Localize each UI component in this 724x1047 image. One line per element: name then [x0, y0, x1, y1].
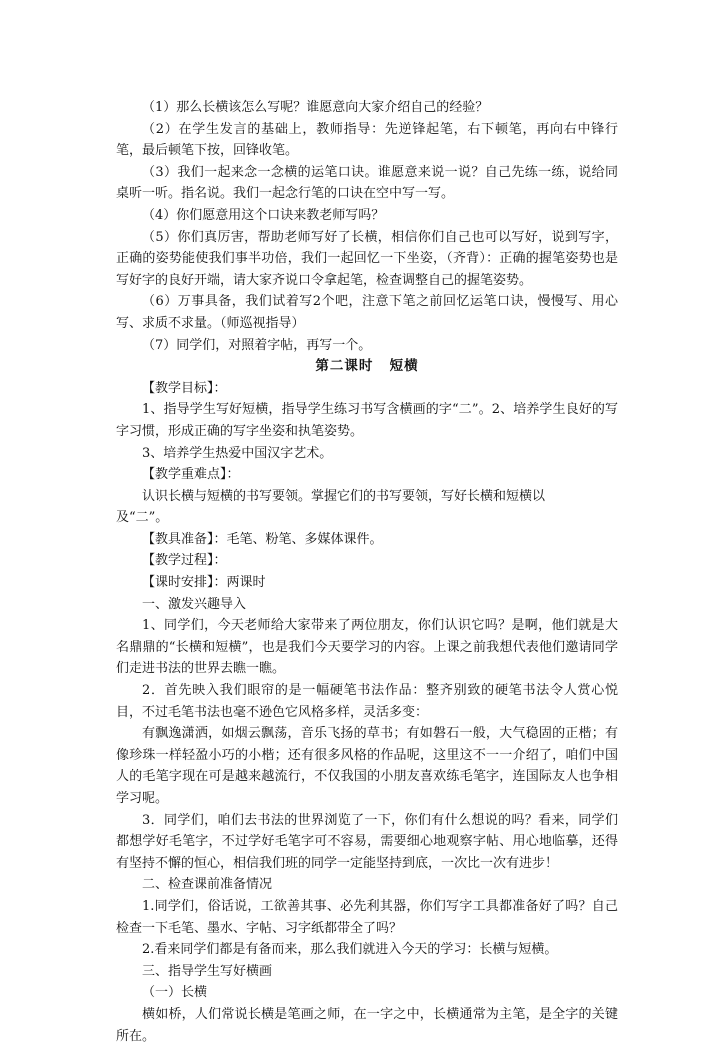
paragraph: 横如桥，人们常说长横是笔画之师，在一字之中，长横通常为主笔，是全字的关键所在。: [116, 1006, 618, 1044]
section-heading: 【教学重难点】：: [142, 467, 240, 483]
paragraph: （2）在学生发言的基础上，教师指导：先逆锋起笔，右下顿笔，再向右中锋行笔，最后顿笔下按，回锋收笔。: [116, 121, 618, 159]
section-heading: 二、检查课前准备情况: [142, 877, 273, 893]
lesson-title: [116, 356, 618, 378]
body-text-bottom: [116, 378, 618, 1047]
paragraph: （6）万事具备，我们试着写2个吧，注意下笔之前回忆运笔口诀，慢慢写、用心写、求质不求量。（师巡视指导）: [116, 294, 618, 331]
paragraph: 及“二”。: [116, 510, 169, 526]
paragraph: 【课时安排】：两课时: [142, 575, 266, 591]
paragraph: 3、培养学生热爱中国汉字艺术。: [142, 445, 333, 461]
section-heading: 一、激发兴趣导入: [142, 596, 247, 612]
lesson-title-topic: 短横: [389, 358, 419, 375]
paragraph: 2．首先映入我们眼帘的是一幅硬笔书法作品：整齐别致的硬笔书法令人赏心悦目，不过毛笔书法也毫不逊色它风格多样，灵活多变：: [116, 683, 618, 720]
paragraph: 3．同学们，咱们去书法的世界浏览了一下，你们有什么想说的吗？看来，同学们都想学好毛笔字，不过学好毛笔字可不容易，需要细心地观察字帖、用心地临摹，还得有坚持不懈的恒心，相信我们班的同学一定能坚持到底，一次比一次有进步！: [116, 812, 618, 871]
paragraph: 有飘逸潇洒，如烟云飘荡，音乐飞扬的草书；有如磐石一般，大气稳固的正楷；有像珍珠一样轻盈小巧的小楷；还有很多风格的作品呢，这里这不一一介绍了，咱们中国人的毛笔字现在可是越来越流行，不仅我国的小朋友喜欢练毛笔字，连国际友人也争相学习呢。: [116, 726, 618, 806]
section-heading: （一）长横: [142, 985, 208, 1001]
lesson-title-period: 第二课时: [315, 358, 374, 375]
paragraph: （4）你们愿意用这个口诀来教老师写吗？: [142, 207, 385, 223]
paragraph: 1、指导学生写好短横，指导学生练习书写含横画的字“二”。2、培养学生良好的写字习惯，形成正确的写字坐姿和执笔姿势。: [116, 402, 618, 439]
section-heading: 【教学目标】：: [142, 380, 227, 396]
section-heading: 三、指导学生写好横画: [142, 963, 273, 979]
paragraph: （3）我们一起来念一念横的运笔口诀。谁愿意来说一说？自己先练一练，说给同桌听一听。指名说。我们一起念行笔的口诀在空中写一写。: [116, 164, 618, 202]
paragraph: （7）同学们，对照着字帖，再写一个。: [142, 337, 372, 353]
paragraph: 1、同学们，今天老师给大家带来了两位朋友，你们认识它吗？是啊，他们就是大名鼎鼎的“长横和短横”，也是我们今天要学习的内容。上课之前我想代表他们邀请同学们走进书法的世界去瞧一瞧。: [116, 618, 618, 677]
section-heading: 【教学过程】：: [142, 553, 227, 569]
paragraph: （1）那么长横该怎么写呢？谁愿意向大家介绍自己的经验？: [142, 100, 489, 115]
paragraph: 2.看来同学们都是有备而来，那么我们就进入今天的学习：长横与短横。: [142, 942, 558, 958]
paragraph: （5）你们真厉害，帮助老师写好了长横，相信你们自己也可以写好，说到写字，正确的姿势能使我们事半功倍，我们一起回忆一下坐姿，（齐背）：正确的握笔姿势也是写好字的良好开端，请大家齐说口令拿起笔，检查调整自己的握笔姿势。: [116, 229, 618, 288]
paragraph: 【教具准备】：毛笔、粉笔、多媒体课件。: [142, 531, 383, 547]
paragraph: 认识长横与短横的书写要领。掌握它们的书写要领，写好长横和短横以: [142, 488, 546, 504]
paragraph: 1.同学们，俗话说，工欲善其事、必先利其器，你们写字工具都准备好了吗？自己检查一下毛笔、墨水、字帖、习字纸都带全了吗？: [116, 898, 618, 936]
body-text-top: [116, 97, 618, 356]
